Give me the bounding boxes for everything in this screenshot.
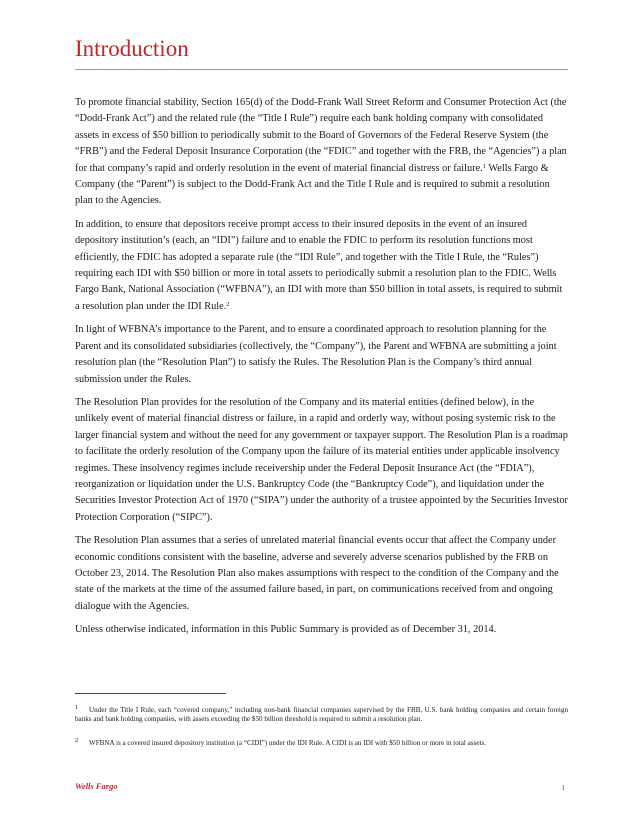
paragraph xyxy=(75,322,568,388)
paragraph-text-tail: Wells Fargo & Company (the “Parent”) is subject to the Dodd-Frank Act and the Title I Rule and is required to submit a resolution plan to the Agencies. xyxy=(75,162,550,207)
document-body xyxy=(75,95,568,646)
footnote-divider xyxy=(75,693,226,694)
title-divider xyxy=(75,69,568,70)
footnote-text: WFBNA is a covered insured depository institution (a “CIDI”) under the IDI Rule. A CIDI is an IDI with $50 billion or more in total assets. xyxy=(89,739,486,747)
paragraph-text: In light of WFBNA’s importance to the Parent, and to ensure a coordinated approach to resolution planning for the Parent and its consolidated subsidiaries (collectively, the “Company”), the Parent and WFBNA are submitting a joint resolution plan (the “Resolution Plan”) to satisfy the Rules. The Resolution Plan is the Company’s third annual submission under the Rules. xyxy=(75,324,557,385)
paragraph-text: The Resolution Plan provides for the resolution of the Company and its material entities (defined below), in the unlikely event of material financial distress or failure, in a rapid and orderly way, without posing systemic risk to the larger financial system and without the need for any government or taxpayer support. The Resolution Plan is a roadmap to facilitate the orderly resolution of the Company upon the failure of its material entities under applicable insolvency regimes. These insolvency regimes include receivership under the Federal Deposit Insurance Act (the “FDIA”), reorganization or liquidation under the U.S. Bankruptcy Code (the “Bankruptcy Code”), and liquidation under the Securities Investor Protection Act of 1970 (“SIPA”) under the authority of a trustee appointed by the Securities Investor Protection Corporation (“SIPC”). xyxy=(75,396,568,523)
page-title: Introduction xyxy=(75,36,189,61)
footnote-reference[interactable]: 2 xyxy=(226,300,230,308)
paragraph-text: The Resolution Plan assumes that a series of unrelated material financial events occur that affect the Company under economic conditions consistent with the baseline, adverse and severely adverse scenarios published by the FRB on October 23, 2014. The Resolution Plan also makes assumptions with respect to the condition of the Company and the state of the markets at the time of the assumed failure based, in part, on communications received from and ongoing dialogue with the Agencies. xyxy=(75,535,559,612)
paragraph xyxy=(75,622,568,638)
footnote: $^1$ Under the Title I Rule, each “covered company,” including non-bank financial companies supervised by the FRB, U.S. bank holding companies and certain foreign banks and bank holding companies, with assets exceeding the $50 billion threshold is required to submit a resolution plan. xyxy=(75,704,568,723)
paragraph xyxy=(75,533,568,615)
paragraph xyxy=(75,395,568,526)
page-number: 1 xyxy=(561,783,565,792)
paragraph xyxy=(75,95,568,210)
footnote: $^2$ WFBNA is a covered insured depository institution (a “CIDI”) under the IDI Rule. A CIDI is an IDI with $50 billion or more in total assets. xyxy=(75,737,486,747)
footer-company-name: Wells Fargo xyxy=(75,781,118,791)
paragraph-text: To promote financial stability, Section 165(d) of the Dodd-Frank Wall Street Reform and Consumer Protection Act (the “Dodd-Frank Act”) and the related rule (the “Title I Rule”) require each bank holding company with consolidated assets in excess of $50 billion to periodically submit to the Board of Governors of the Federal Reserve System (the “FRB”) and the Federal Deposit Insurance Corporation (the “FDIC” and together with the FRB, the “Agencies”) a plan for that company’s rapid and orderly resolution in the event of material financial distress or failure. xyxy=(75,97,567,174)
paragraph xyxy=(75,217,568,315)
paragraph-text: In addition, to ensure that depositors receive prompt access to their insured deposits in the event of an insured depository institution’s (each, an “IDI”) failure and to enable the FDIC to perform its resolution functions most efficiently, the FDIC has adopted a separate rule (the “IDI Rule”, and together with the Title I Rule, the “Rules”) requiring each IDI with $50 billion or more in total assets to periodically submit a resolution plan to the FDIC. Wells Fargo Bank, National Association (“WFBNA”), an IDI with more than $50 billion in total assets, is required to submit a resolution plan under the IDI Rule. xyxy=(75,218,563,312)
footnote-reference[interactable]: 1 xyxy=(482,162,486,170)
paragraph-text: Unless otherwise indicated, information in this Public Summary is provided as of December 31, 2014. xyxy=(75,624,497,636)
footnote-text: Under the Title I Rule, each “covered company,” including non-bank financial companies supervised by the FRB, U.S. bank holding companies and certain foreign banks and bank holding companies, with assets exceeding the $50 billion threshold is required to submit a resolution plan. xyxy=(75,706,568,723)
